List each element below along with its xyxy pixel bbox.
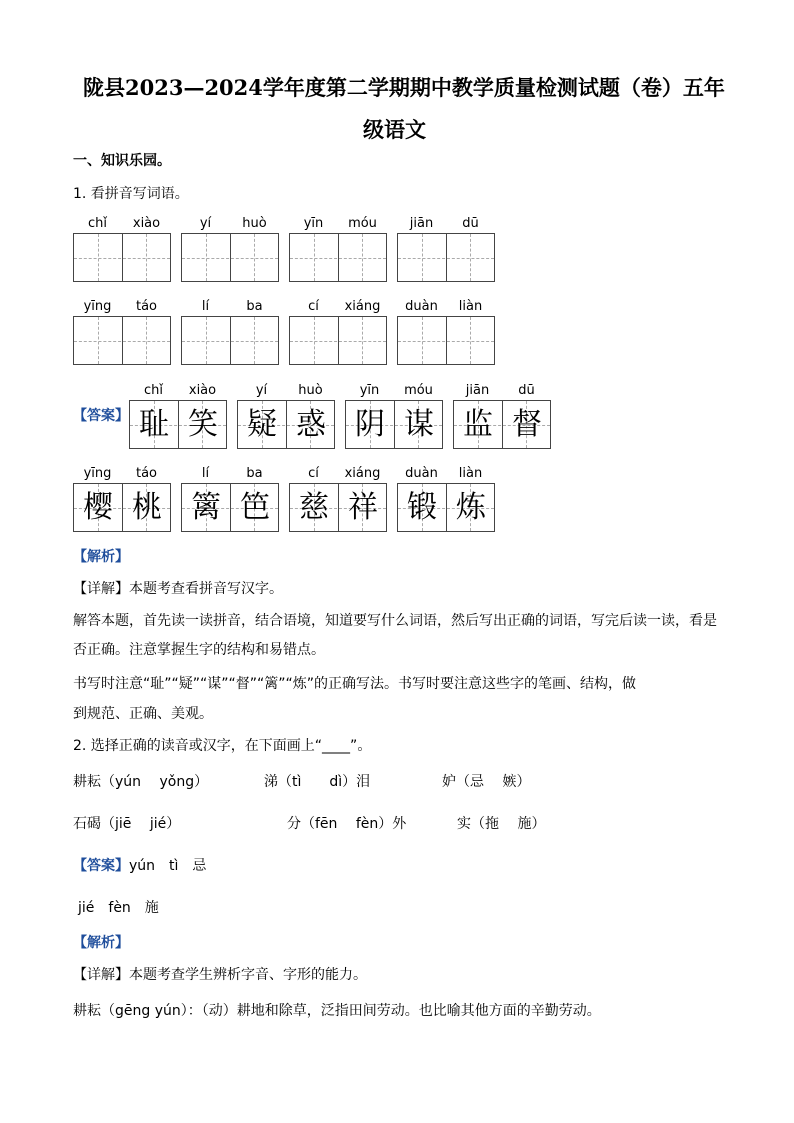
answer-character: 阴 bbox=[355, 407, 385, 442]
answer-character: 祥 bbox=[348, 490, 378, 525]
pinyin-label: táo bbox=[135, 466, 158, 481]
pinyin-label: dū bbox=[462, 216, 479, 231]
answer-tag-1: 【答案】 bbox=[73, 408, 129, 424]
pinyin-label: duàn bbox=[405, 466, 438, 481]
q2-item: 涕（tì dì）泪 bbox=[264, 774, 371, 790]
analysis-tag-1: 【解析】 bbox=[73, 549, 129, 565]
tian-grid-box bbox=[289, 233, 387, 282]
pinyin-label: lí bbox=[201, 466, 210, 481]
tian-grid-box bbox=[289, 483, 387, 532]
answer-character: 监 bbox=[463, 407, 493, 442]
detail-1 bbox=[73, 578, 283, 598]
pinyin-label: yīn bbox=[303, 216, 324, 231]
pinyin-label: duàn bbox=[405, 299, 438, 314]
answer-character: 樱 bbox=[83, 490, 113, 525]
answer-character: 谋 bbox=[404, 407, 434, 442]
pinyin-label: yí bbox=[199, 216, 212, 231]
q2-item: 实（拖 施） bbox=[457, 816, 546, 832]
tian-grid-box bbox=[397, 233, 495, 282]
tian-grid-box bbox=[453, 400, 551, 449]
pinyin-label: ba bbox=[246, 299, 263, 314]
tian-grid-box bbox=[345, 400, 443, 449]
detail-tag-1: 【详解】 bbox=[73, 581, 129, 597]
detail-text-2: 本题考查学生辨析字音、字形的能力。 bbox=[129, 967, 367, 983]
tian-grid-box bbox=[181, 316, 279, 365]
pinyin-label: huò bbox=[298, 383, 323, 398]
tian-grid-box bbox=[73, 483, 171, 532]
pinyin-label: lí bbox=[201, 299, 210, 314]
paragraph-2a: 书写时注意“耻”“疑”“谋”“督”“篱”“炼”的正确写法。书写时要注意这些字的笔画、结构，做 bbox=[73, 676, 637, 692]
pinyin-label: liàn bbox=[458, 299, 483, 314]
tian-grid-box bbox=[129, 400, 227, 449]
tian-grid-box bbox=[181, 483, 279, 532]
section-heading: 一、知识乐园。 bbox=[73, 153, 171, 169]
pinyin-label: yīn bbox=[359, 383, 380, 398]
title-line-1: 陇县2023—2024学年度第二学期期中教学质量检测试题（卷）五年 bbox=[83, 75, 725, 100]
answer-character: 笆 bbox=[240, 490, 270, 525]
analysis-tag-2: 【解析】 bbox=[73, 935, 129, 951]
paragraph-1a: 解答本题，首先读一读拼音，结合语境，知道要写什么词语，然后写出正确的词语，写完后读一读，看是 bbox=[73, 613, 717, 629]
pinyin-label: dū bbox=[518, 383, 535, 398]
title-line-2: 级语文 bbox=[363, 117, 426, 142]
answer-tag-2: 【答案】 bbox=[73, 858, 129, 874]
answer-2-line-2: jié fèn 施 bbox=[78, 900, 159, 916]
answer-character: 笑 bbox=[188, 407, 218, 442]
pinyin-label: cí bbox=[308, 299, 319, 314]
tian-grid-box bbox=[397, 483, 495, 532]
tian-grid-box bbox=[237, 400, 335, 449]
tian-grid-box bbox=[73, 233, 171, 282]
answer-character: 惑 bbox=[296, 407, 326, 442]
pinyin-label: táo bbox=[135, 299, 158, 314]
detail-tag-2: 【详解】 bbox=[73, 967, 129, 983]
pinyin-label: xiáng bbox=[344, 299, 381, 314]
q2-item: 分（fēn fèn）外 bbox=[287, 816, 407, 832]
answer-character: 耻 bbox=[139, 407, 169, 442]
question-1: 1. 看拼音写词语。 bbox=[73, 186, 189, 202]
pinyin-label: yīng bbox=[83, 466, 112, 481]
pinyin-label: yí bbox=[255, 383, 268, 398]
q2-item: 妒（忌 嫉） bbox=[442, 774, 531, 790]
q2-item: 石碣（jiē jié） bbox=[73, 816, 181, 832]
pinyin-label: huò bbox=[242, 216, 267, 231]
detail-2 bbox=[73, 964, 367, 984]
answer-character: 桃 bbox=[132, 490, 162, 525]
pinyin-label: liàn bbox=[458, 466, 483, 481]
pinyin-label: chǐ bbox=[144, 383, 163, 398]
pinyin-label: jiān bbox=[465, 383, 490, 398]
pinyin-label: móu bbox=[348, 216, 377, 231]
paragraph-1b: 否正确。注意掌握生字的结构和易错点。 bbox=[73, 642, 325, 658]
pinyin-label: xiáng bbox=[344, 466, 381, 481]
tian-grid-box bbox=[181, 233, 279, 282]
pinyin-label: cí bbox=[308, 466, 319, 481]
answer-character: 篱 bbox=[191, 490, 221, 525]
answer-character: 疑 bbox=[247, 407, 277, 442]
q2-item: 耕耘（yún yǒng） bbox=[73, 774, 209, 790]
answer-2-line-1: yún tì 忌 bbox=[129, 858, 207, 874]
pinyin-label: xiào bbox=[188, 383, 217, 398]
answer-character: 锻 bbox=[407, 490, 437, 525]
q2-explanation: 耕耘（gēng yún）：（动）耕地和除草，泛指田间劳动。也比喻其他方面的辛勤劳动。 bbox=[73, 1003, 601, 1019]
pinyin-label: yīng bbox=[83, 299, 112, 314]
tian-grid-box bbox=[289, 316, 387, 365]
pinyin-label: jiān bbox=[409, 216, 434, 231]
paragraph-2b: 到规范、正确、美观。 bbox=[73, 706, 213, 722]
detail-text-1: 本题考查看拼音写汉字。 bbox=[129, 581, 283, 597]
pinyin-label: ba bbox=[246, 466, 263, 481]
tian-grid-box bbox=[397, 316, 495, 365]
tian-grid-box bbox=[73, 316, 171, 365]
answer-character: 炼 bbox=[456, 490, 486, 525]
pinyin-label: xiào bbox=[132, 216, 161, 231]
question-2: 2. 选择正确的读音或汉字，在下面画上“____”。 bbox=[73, 738, 372, 754]
pinyin-label: móu bbox=[404, 383, 433, 398]
answer-2 bbox=[73, 855, 206, 875]
answer-character: 慈 bbox=[299, 490, 329, 525]
answer-character: 督 bbox=[512, 407, 542, 442]
pinyin-label: chǐ bbox=[88, 216, 107, 231]
